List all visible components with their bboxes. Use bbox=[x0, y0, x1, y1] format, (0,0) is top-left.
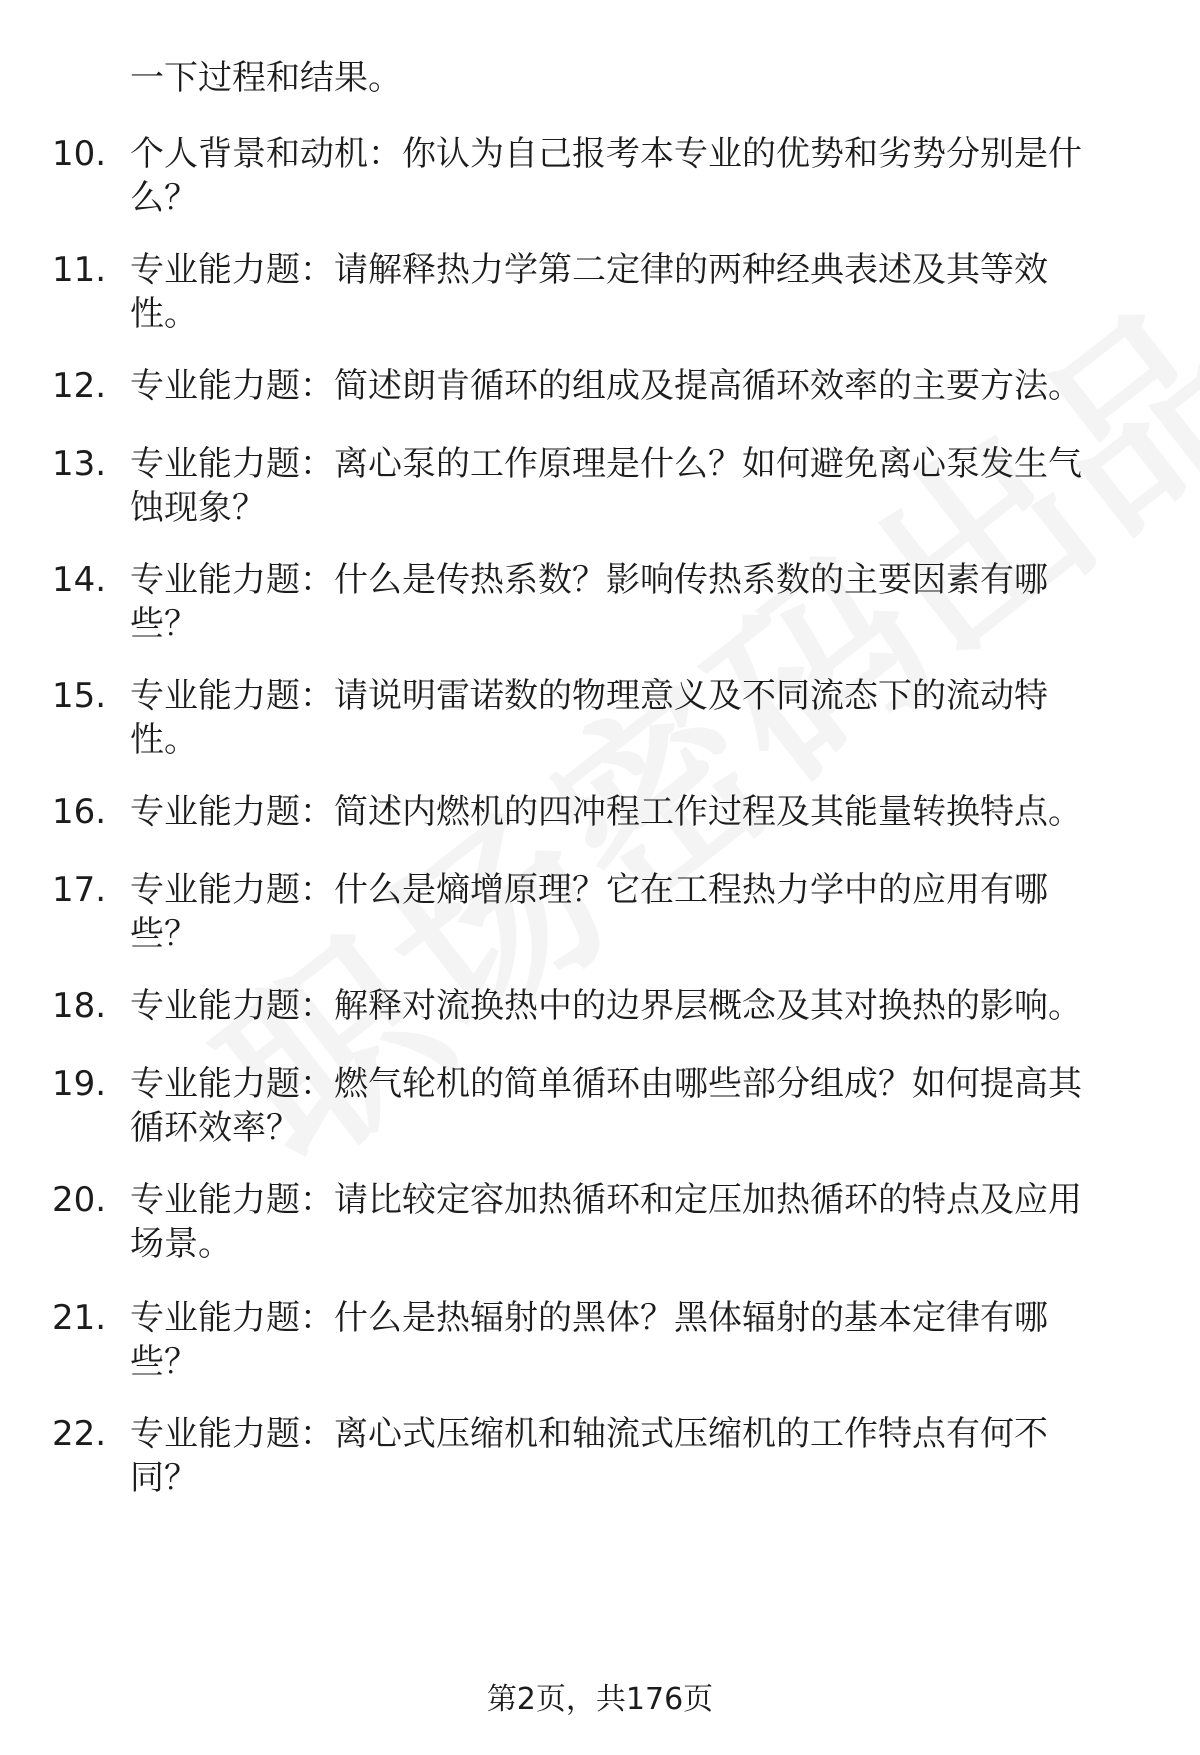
question-number: 12. bbox=[52, 366, 107, 406]
question-text-line: 性。 bbox=[130, 720, 198, 760]
question-text-line: 性。 bbox=[130, 294, 198, 334]
question-number: 15. bbox=[52, 676, 107, 716]
question-text-line: 同？ bbox=[130, 1458, 198, 1498]
question-text-line: 些？ bbox=[130, 604, 198, 644]
question-number: 16. bbox=[52, 792, 107, 832]
question-number: 11. bbox=[52, 250, 107, 290]
question-text-line: 专业能力题：什么是热辐射的黑体？黑体辐射的基本定律有哪 bbox=[130, 1298, 1048, 1338]
question-text-line: 专业能力题：解释对流换热中的边界层概念及其对换热的影响。 bbox=[130, 986, 1082, 1026]
question-text-line: 循环效率？ bbox=[130, 1108, 300, 1148]
question-number: 10. bbox=[52, 134, 107, 174]
question-text-line: 专业能力题：简述朗肯循环的组成及提高循环效率的主要方法。 bbox=[130, 366, 1082, 406]
question-number: 20. bbox=[52, 1180, 107, 1220]
question-text-line: 专业能力题：请解释热力学第二定律的两种经典表述及其等效 bbox=[130, 250, 1048, 290]
question-number: 22. bbox=[52, 1414, 107, 1454]
question-text-line: 专业能力题：离心式压缩机和轴流式压缩机的工作特点有何不 bbox=[130, 1414, 1048, 1454]
page-footer: 第2页，共176页 bbox=[486, 1682, 714, 1717]
question-text-line: 些？ bbox=[130, 1342, 198, 1382]
question-text-line: 蚀现象？ bbox=[130, 488, 266, 528]
question-text-line: 么？ bbox=[130, 178, 198, 218]
question-number: 21. bbox=[52, 1298, 107, 1338]
question-number: 19. bbox=[52, 1064, 107, 1104]
question-text-line: 个人背景和动机：你认为自己报考本专业的优势和劣势分别是什 bbox=[130, 134, 1082, 174]
question-text-line: 些？ bbox=[130, 914, 198, 954]
question-text-line: 专业能力题：简述内燃机的四冲程工作过程及其能量转换特点。 bbox=[130, 792, 1082, 832]
continuation-text: 一下过程和结果。 bbox=[130, 58, 402, 98]
question-number: 14. bbox=[52, 560, 107, 600]
question-text-line: 专业能力题：什么是传热系数？影响传热系数的主要因素有哪 bbox=[130, 560, 1048, 600]
question-text-line: 场景。 bbox=[130, 1224, 232, 1264]
question-text-line: 专业能力题：什么是熵增原理？它在工程热力学中的应用有哪 bbox=[130, 870, 1048, 910]
question-number: 18. bbox=[52, 986, 107, 1026]
question-number: 17. bbox=[52, 870, 107, 910]
question-text-line: 专业能力题：燃气轮机的简单循环由哪些部分组成？如何提高其 bbox=[130, 1064, 1082, 1104]
question-number: 13. bbox=[52, 444, 107, 484]
question-text-line: 专业能力题：离心泵的工作原理是什么？如何避免离心泵发生气 bbox=[130, 444, 1082, 484]
question-text-line: 专业能力题：请比较定容加热循环和定压加热循环的特点及应用 bbox=[130, 1180, 1082, 1220]
question-text-line: 专业能力题：请说明雷诺数的物理意义及不同流态下的流动特 bbox=[130, 676, 1048, 716]
